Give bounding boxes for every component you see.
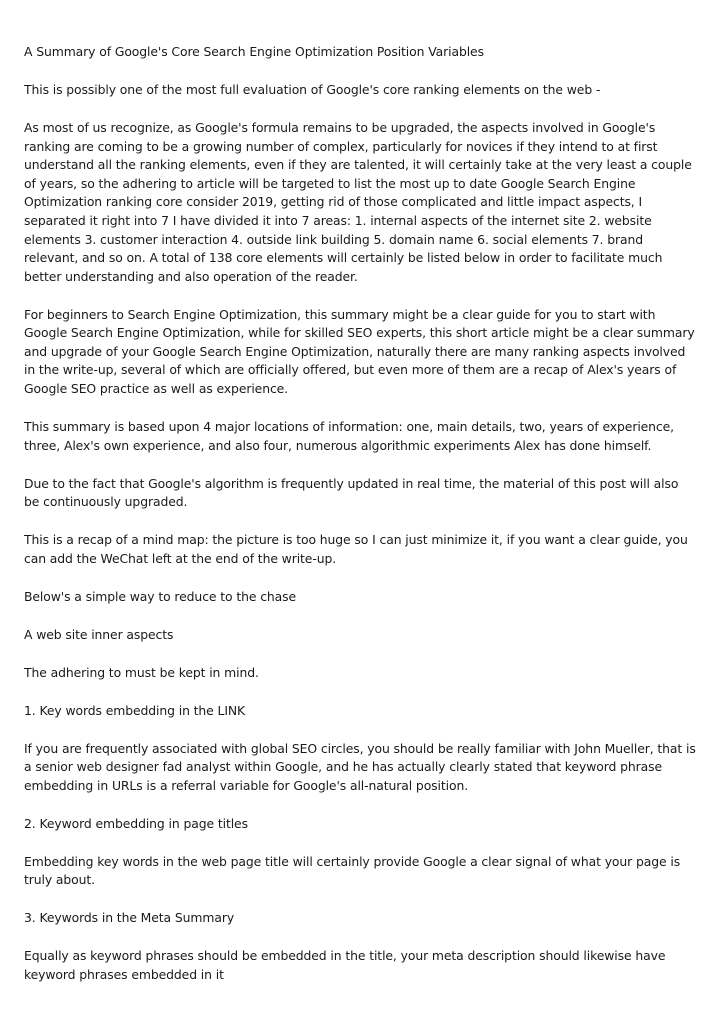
paragraph: This summary is based upon 4 major locations of information: one, main details, two, years of experience, three, Alex's own experience, and also four, numerous algorithmic experiments Alex has done himself.: [24, 419, 675, 453]
document-body: [24, 43, 696, 1004]
section-heading: 2. Keyword embedding in page titles: [24, 815, 248, 831]
paragraph: Equally as keyword phrases should be embedded in the title, your meta description should likewise have keyword phrases embedded in it: [24, 948, 666, 983]
paragraph: Below's a simple way to reduce to the chase: [24, 588, 297, 604]
paragraph: Due to the fact that Google's algorithm is frequently updated in real time, the material of this post will also be continuously upgraded.: [24, 475, 679, 510]
document-title: A Summary of Google's Core Search Engine Optimization Position Variables: [24, 44, 484, 59]
section-heading: A web site inner aspects: [24, 626, 174, 642]
paragraph: This is a recap of a mind map: the picture is too huge so I can just minimize it, if you want a clear guide, you can add the WeChat left at the end of the write-up.: [24, 532, 688, 566]
paragraph: This is possibly one of the most full evaluation of Google's core ranking elements on the web -: [24, 81, 601, 97]
paragraph: The adhering to must be kept in mind.: [24, 664, 259, 680]
section-heading: 1. Key words embedding in the LINK: [24, 702, 246, 718]
paragraph: As most of us recognize, as Google's formula remains to be upgraded, the aspects involved in Google's ranking are coming to be a growing number of complex, particularly for novices if they intend to at first understand all the ranking elements, even if they are talented, it will certainly take at the very least a couple of years, so the adhering to article will be targeted to list the most up to date Google Search Engine Optimization ranking core consider 2019, getting rid of those complicated and little impact aspects, I separated it right into 7 I have divided it into 7 areas: 1. internal aspects of the internet site 2. website elements 3. customer interaction 4. outside link building 5. domain name 6. social elements 7. brand relevant, and so on. A total of 138 core elements will certainly be listed below in order to facilitate much better understanding and also operation of the reader.: [24, 119, 692, 284]
section-heading: 3. Keywords in the Meta Summary: [24, 910, 235, 926]
paragraph: For beginners to Search Engine Optimization, this summary might be a clear guide for you to start with Google Search Engine Optimization, while for skilled SEO experts, this short article might be a clear summary and upgrade of your Google Search Engine Optimization, naturally there are many ranking aspects involved in the write-up, several of which are officially offered, but even more of them are a recap of Alex's years of Google SEO practice as well as experience.: [24, 306, 695, 397]
paragraph: Embedding key words in the web page title will certainly provide Google a clear signal of what your page is truly about.: [24, 853, 681, 888]
paragraph: If you are frequently associated with global SEO circles, you should be really familiar with John Mueller, that is a senior web designer fad analyst within Google, and he has actually clearly stated that keyword phrase embedding in URLs is a referral variable for Google's all-natural position.: [24, 740, 696, 793]
